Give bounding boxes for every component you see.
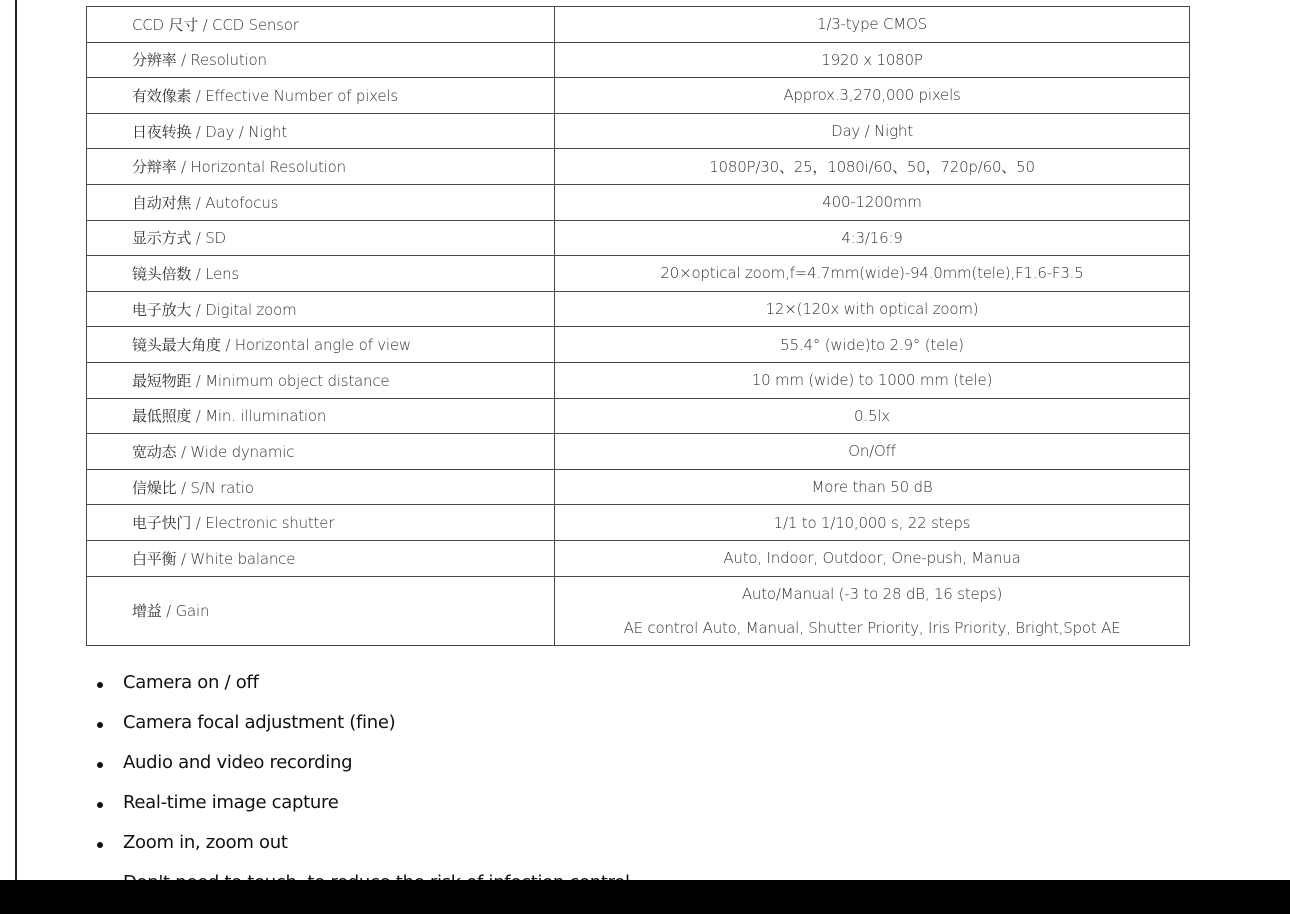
list-item <box>96 703 630 743</box>
feature-text: Camera on / off <box>123 672 259 693</box>
spec-label: 镜头最大角度 / Horizontal angle of view <box>87 327 555 363</box>
table-row <box>87 220 1190 256</box>
feature-list <box>96 663 630 903</box>
bullet-icon <box>97 762 103 768</box>
spec-label: 最低照度 / Min. illumination <box>87 398 555 434</box>
spec-value: 12×(120x with optical zoom) <box>555 291 1190 327</box>
spec-value: 55.4° (wide)to 2.9° (tele) <box>555 327 1190 363</box>
spec-value: 1080P/30、25，1080i/60、50，720p/60、50 <box>555 149 1190 185</box>
list-item <box>96 743 630 783</box>
bullet-icon <box>97 802 103 808</box>
spec-label: 日夜转换 / Day / Night <box>87 113 555 149</box>
specifications-table <box>86 6 1190 646</box>
spec-label: CCD 尺寸 / CCD Sensor <box>87 7 555 43</box>
spec-value: 1/1 to 1/10,000 s, 22 steps <box>555 505 1190 541</box>
table-row <box>87 362 1190 398</box>
bottom-black-bar <box>0 880 1290 914</box>
spec-label: 电子放大 / Digital zoom <box>87 291 555 327</box>
table-row <box>87 184 1190 220</box>
table-row <box>87 505 1190 541</box>
spec-value: Day / Night <box>555 113 1190 149</box>
list-item <box>96 823 630 863</box>
spec-value: More than 50 dB <box>555 469 1190 505</box>
spec-value: 10 mm (wide) to 1000 mm (tele) <box>555 362 1190 398</box>
table-row <box>87 327 1190 363</box>
spec-label: 信燥比 / S/N ratio <box>87 469 555 505</box>
spec-label: 分辩率 / Horizontal Resolution <box>87 149 555 185</box>
bullet-icon <box>97 722 103 728</box>
spec-label: 镜头倍数 / Lens <box>87 256 555 292</box>
gain-value-line: AE control Auto, Manual, Shutter Priority, Iris Priority, Bright,Spot AE <box>623 618 1121 637</box>
feature-text: Zoom in, zoom out <box>123 832 288 853</box>
spec-value: 1920 x 1080P <box>555 42 1190 78</box>
spec-label: 显示方式 / SD <box>87 220 555 256</box>
spec-value: 400-1200mm <box>555 184 1190 220</box>
table-row <box>87 469 1190 505</box>
spec-label: 有效像素 / Effective Number of pixels <box>87 78 555 114</box>
table-row <box>87 256 1190 292</box>
bullet-icon <box>97 682 103 688</box>
table-row <box>87 540 1190 576</box>
gain-value-line: Auto/Manual (-3 to 28 dB, 16 steps) <box>741 584 1003 603</box>
spec-label: 白平衡 / White balance <box>87 540 555 576</box>
feature-text: Camera focal adjustment (fine) <box>123 712 396 733</box>
spec-value: Approx.3,270,000 pixels <box>555 78 1190 114</box>
list-item <box>96 783 630 823</box>
table-row <box>87 7 1190 43</box>
spec-value: 20×optical zoom,f=4.7mm(wide)-94.0mm(tele),F1.6-F3.5 <box>555 256 1190 292</box>
table-row <box>87 78 1190 114</box>
left-border-rule <box>15 0 17 880</box>
spec-value: 0.5lx <box>555 398 1190 434</box>
spec-label: 增益 / Gain <box>87 576 555 645</box>
spec-value: Auto, Indoor, Outdoor, One-push, Manua <box>555 540 1190 576</box>
table-row <box>87 42 1190 78</box>
spec-value: 1/3-type CMOS <box>555 7 1190 43</box>
feature-text: Audio and video recording <box>123 752 353 773</box>
list-item <box>96 663 630 703</box>
spec-label: 宽动态 / Wide dynamic <box>87 434 555 470</box>
spec-label: 自动对焦 / Autofocus <box>87 184 555 220</box>
spec-value: On/Off <box>555 434 1190 470</box>
spec-value-gain <box>555 576 1190 645</box>
table-row <box>87 149 1190 185</box>
table-row <box>87 291 1190 327</box>
spec-label: 分辨率 / Resolution <box>87 42 555 78</box>
spec-value: 4:3/16:9 <box>555 220 1190 256</box>
feature-text: Real-time image capture <box>123 792 339 813</box>
spec-label: 最短物距 / Minimum object distance <box>87 362 555 398</box>
bullet-icon <box>97 842 103 848</box>
table-row <box>87 398 1190 434</box>
table-row <box>87 434 1190 470</box>
table-row-gain <box>87 576 1190 645</box>
table-row <box>87 113 1190 149</box>
spec-label: 电子快门 / Electronic shutter <box>87 505 555 541</box>
